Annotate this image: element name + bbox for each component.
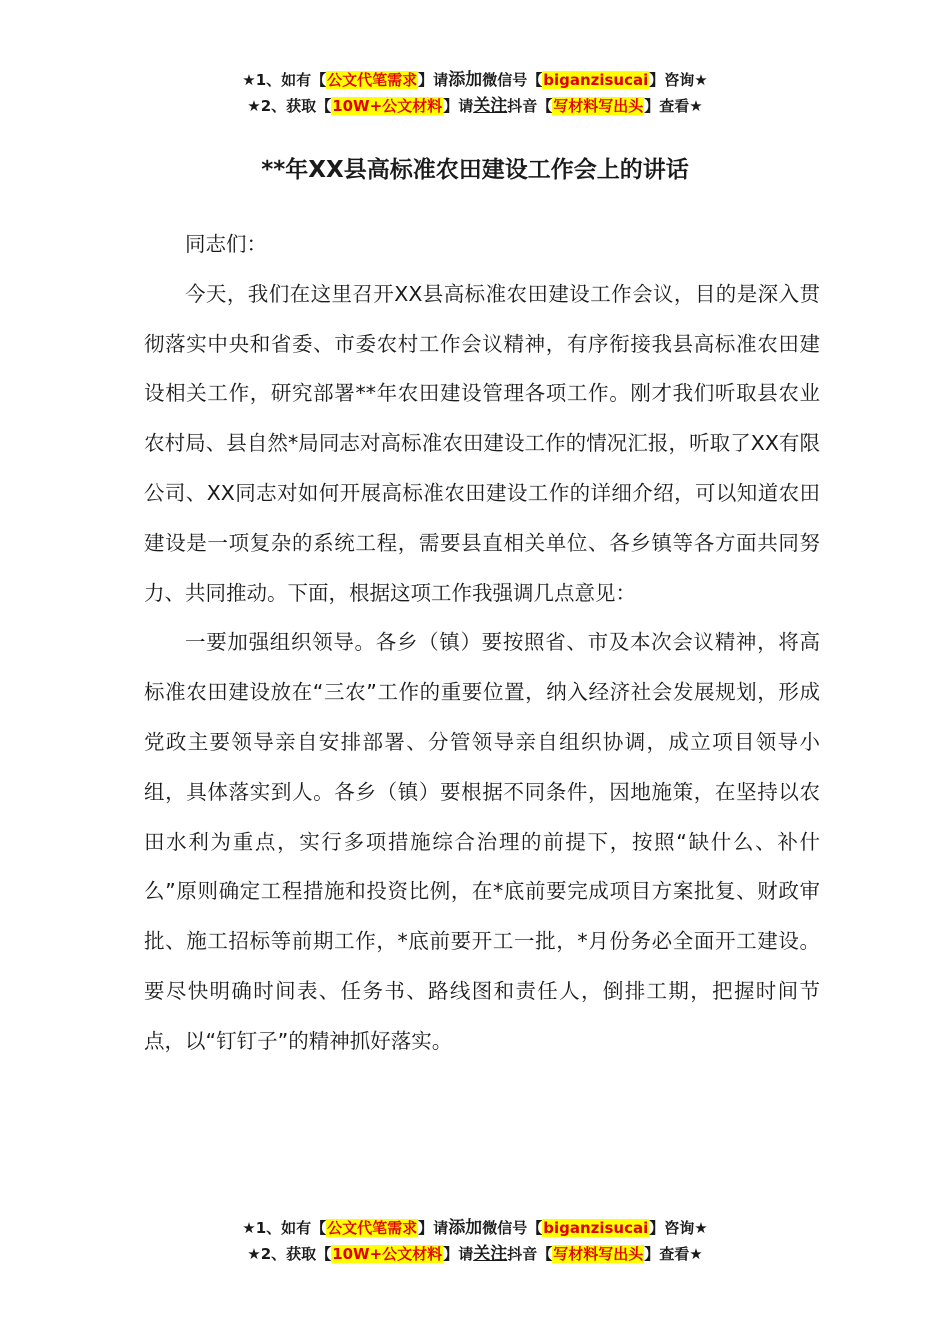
header-banner [0, 67, 950, 119]
star-icon: ★ [694, 71, 708, 89]
highlight-materials: 10W+公文材料 [332, 97, 443, 115]
star-icon: ★ [694, 1219, 708, 1237]
banner-line-2: ★2、获取【10W+公文材料】请关注抖音【写材料写出头】查看★ [247, 1244, 703, 1264]
star-icon: ★ [689, 97, 703, 115]
highlight-materials: 10W+公文材料 [332, 1245, 443, 1263]
banner-line-2: ★2、获取【10W+公文材料】请关注抖音【写材料写出头】查看★ [247, 96, 703, 116]
paragraph-point-one: 一要加强组织领导。各乡（镇）要按照省、市及本次会议精神，将高标准农田建设放在“三农”工作的重要位置，纳入经济社会发展规划，形成党政主要领导亲自安排部署、分管领导亲自组织协调，成立项目领导小组，具体落实到人。各乡（镇）要根据不同条件，因地施策，在坚持以农田水利为重点，实行多项措施综合治理的前提下，按照“缺什么、补什么”原则确定工程措施和投资比例，在*底前要完成项目方案批复、财政审批、施工招标等前期工作，*底前要开工一批，*月份务必全面开工建设。要尽快明确时间表、任务书、路线图和责任人，倒排工期，把握时间节点，以“钉钉子”的精神抓好落实。 [144, 630, 820, 1053]
document-body [144, 220, 820, 1067]
banner-line-1: ★1、如有【公文代笔需求】请添加微信号【biganzisucai】咨询★ [242, 70, 708, 90]
star-icon: ★ [247, 1245, 261, 1263]
star-icon: ★ [247, 97, 261, 115]
star-icon: ★ [242, 71, 256, 89]
greeting: 同志们： [185, 232, 267, 256]
star-icon: ★ [689, 1245, 703, 1263]
paragraph-intro: 今天，我们在这里召开XX县高标准农田建设工作会议，目的是深入贯彻落实中央和省委、市委农村工作会议精神，有序衔接我县高标准农田建设相关工作，研究部署**年农田建设管理各项工作。刚才我们听取县农业农村局、县自然*局同志对高标准农田建设工作的情况汇报，听取了XX有限公司、XX同志对如何开展高标准农田建设工作的详细介绍，可以知道农田建设是一项复杂的系统工程，需要县直相关单位、各乡镇等各方面共同努力、共同推动。下面，根据这项工作我强调几点意见： [144, 281, 820, 605]
highlight-service: 公文代笔需求 [327, 1219, 418, 1237]
highlight-wechat-id: biganzisucai [543, 71, 649, 89]
star-icon: ★ [242, 1219, 256, 1237]
highlight-wechat-id: biganzisucai [543, 1219, 649, 1237]
highlight-douyin-account: 写材料写出头 [553, 1245, 644, 1263]
highlight-douyin-account: 写材料写出头 [553, 97, 644, 115]
banner-line-1: ★1、如有【公文代笔需求】请添加微信号【biganzisucai】咨询★ [242, 1218, 708, 1238]
highlight-service: 公文代笔需求 [327, 71, 418, 89]
document-title: **年XX县高标准农田建设工作会上的讲话 [261, 157, 689, 183]
footer-banner [0, 1215, 950, 1267]
